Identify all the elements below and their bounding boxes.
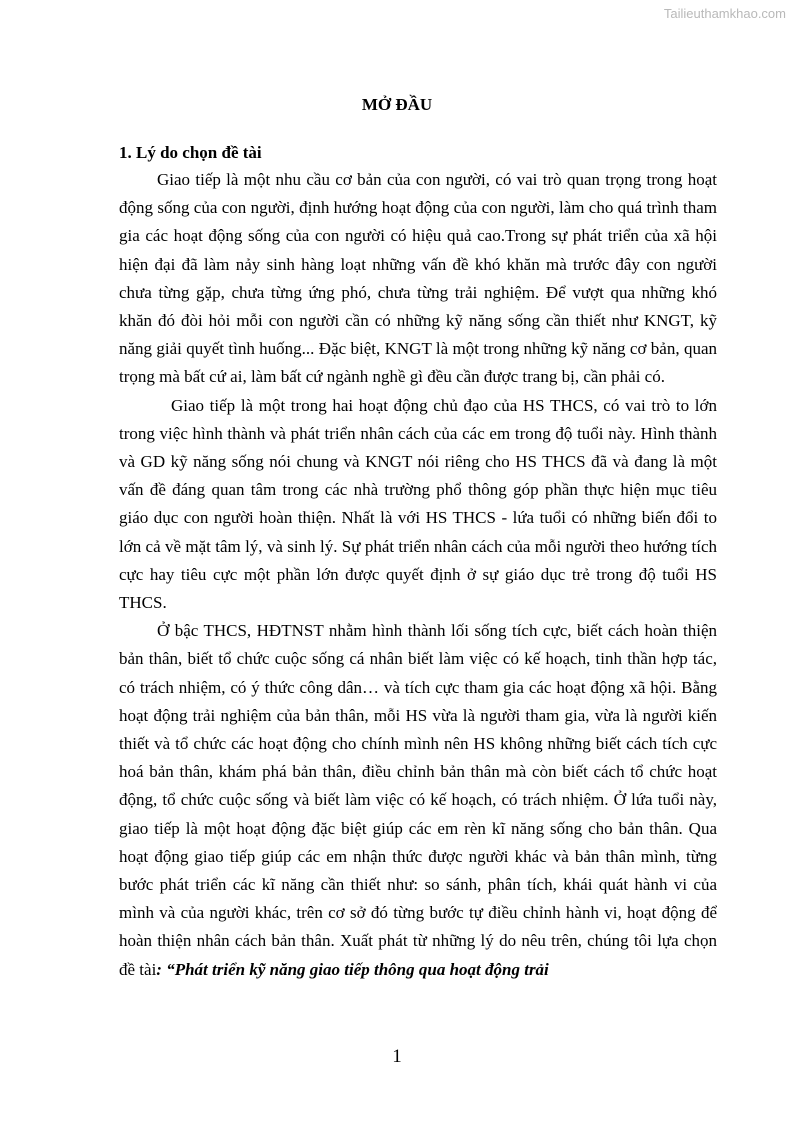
paragraph-2: Giao tiếp là một trong hai hoạt động chủ đạo của HS THCS, có vai trò to lớn trong việc hình thành và phát triển nhân cách của các em trong độ tuổi này. Hình thành và GD kỹ năng sống nói chung và KNGT nói riêng cho HS THCS đã và đang là một vấn đề đáng quan tâm trong các nhà trường phổ thông góp phần thực hiện mục tiêu giáo dục con người hoàn thiện. Nhất là với HS THCS - lứa tuổi có những biến đổi to lớn cả về mặt tâm lý, và sinh lý. Sự phát triển nhân cách của mỗi người theo hướng tích cực hay tiêu cực một phần lớn được quyết định ở sự giáo dục trẻ trong độ tuổi HS THCS. [119,395,717,613]
topic-title-emphasis: : “Phát triển kỹ năng giao tiếp thông qua hoạt động trải [156,959,549,979]
section-heading: 1. Lý do chọn đề tài [119,143,262,162]
paragraph-3-text: Ở bậc THCS, HĐTNST nhằm hình thành lối sống tích cực, biết cách hoàn thiện bản thân, biết tổ chức cuộc sống cá nhân biết làm việc có kế hoạch, tinh thần hợp tác, có trách nhiệm, có ý thức công dân… và tích cực tham gia các hoạt động xã hội. Bằng hoạt động trải nghiệm của bản thân, mỗi HS vừa là người tham gia, vừa là người kiến thiết và tổ chức các hoạt động cho chính mình nên HS không những biết cách tích cực hoá bản thân, khám phá bản thân, điều chỉnh bản thân mà còn biết cách tổ chức hoạt động, tổ chức cuộc sống và biết làm việc có kế hoạch, có trách nhiệm. Ở lứa tuổi này, giao tiếp là một hoạt động đặc biệt giúp các em rèn kĩ năng sống cho bản thân. Qua hoạt động giao tiếp giúp các em nhận thức được người khác và bản thân mình, từng bước phát triển các kĩ năng cần thiết như: so sánh, phân tích, khái quát hành vi của mình và của người khác, trên cơ sở đó từng bước tự điều chỉnh hành vi, hoạt động để hoàn thiện nhân cách bản thân. Xuất phát từ những lý do nêu trên, chúng tôi lựa chọn đề tài [119,621,717,979]
body-text [119,166,717,984]
page-number: 1 [392,1046,402,1067]
page-title: MỞ ĐẦU [361,95,433,114]
paragraph-1: Giao tiếp là một nhu cầu cơ bản của con người, có vai trò quan trọng trong hoạt động sống của con người, định hướng hoạt động của con người, làm cho quá trình tham gia các hoạt động sống của con người có hiệu quả cao.Trong sự phát triển của xã hội hiện đại đã làm nảy sinh hàng loạt những vấn đề khó khăn mà trước đây con người chưa từng gặp, chưa từng ứng phó, chưa từng trải nghiệm. Để vượt qua những khó khăn đó đòi hỏi mỗi con người cần có những kỹ năng sống cần thiết như KNGT, kỹ năng giải quyết tình huống... Đặc biệt, KNGT là một trong những kỹ năng cơ bản, quan trọng mà bất cứ ai, làm bất cứ ngành nghề gì đều cần được trang bị, cần phải có. [119,170,717,387]
watermark: Tailieuthamkhao.com [663,6,786,21]
paragraph-3 [119,617,717,984]
